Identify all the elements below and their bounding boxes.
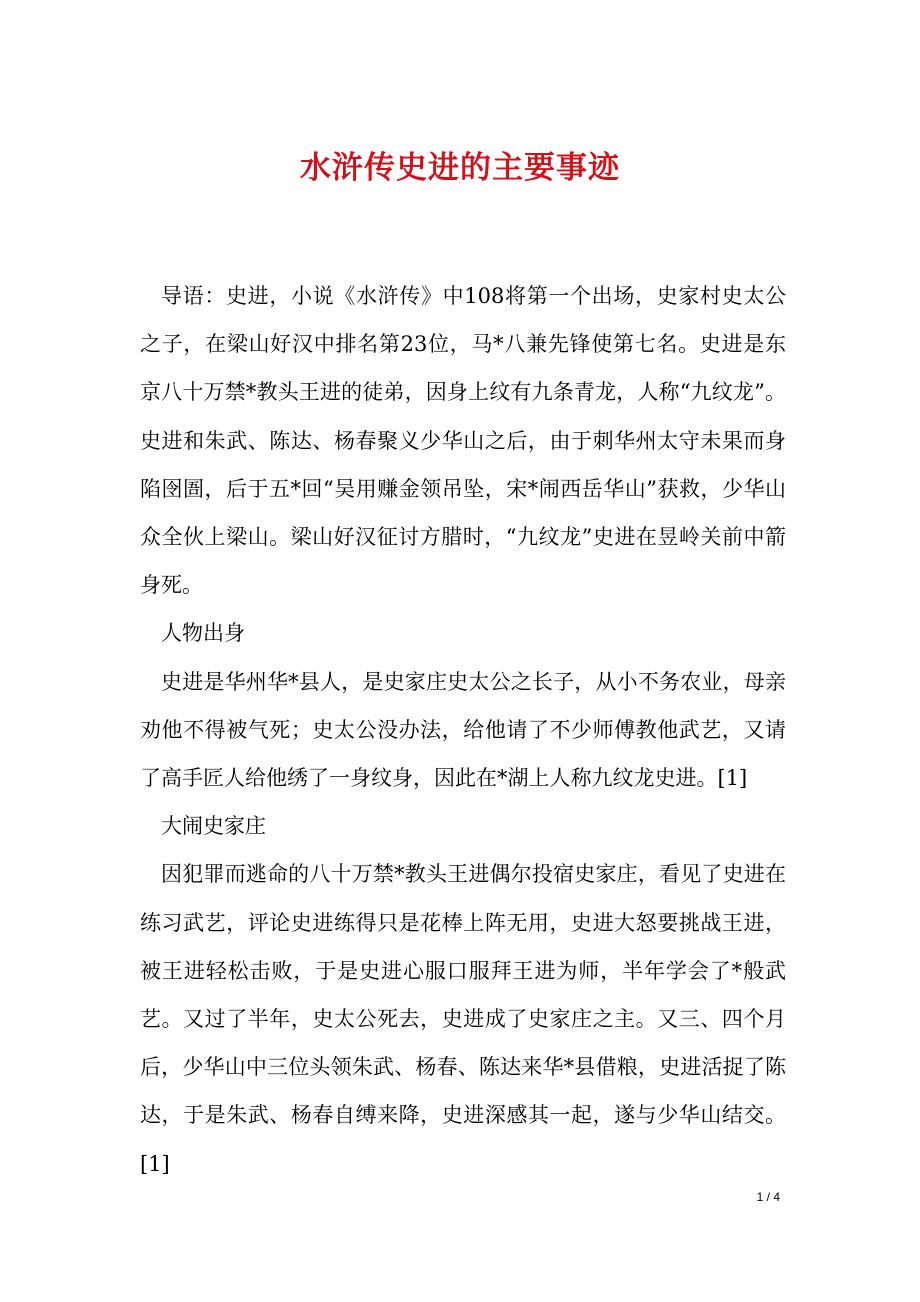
- section-heading-origin: 人物出身: [161, 621, 245, 646]
- article-body: [140, 272, 786, 1188]
- intro-paragraph: 导语：史进，小说《水浒传》中108将第一个出场，史家村史太公之子，在梁山好汉中排名第23位，马*八兼先锋使第七名。史进是东京八十万禁*教头王进的徒弟，因身上纹有九条青龙，人称“九纹龙”。史进和朱武、陈达、杨春聚义少华山之后，由于刺华州太守未果而身陷囹圄，后于五*回“吴用赚金领吊坠，宋*闹西岳华山”获救，少华山众全伙上梁山。梁山好汉征讨方腊时，“九纹龙”史进在昱岭关前中箭身死。: [140, 284, 786, 598]
- section-heading-shijiazhuang: 大闹史家庄: [161, 814, 266, 839]
- page-title: 水浒传史进的主要事迹: [300, 150, 620, 186]
- shijiazhuang-paragraph: 因犯罪而逃命的八十万禁*教头王进偶尔投宿史家庄，看见了史进在练习武艺，评论史进练得只是花棒上阵无用，史进大怒要挑战王进，被王进轻松击败，于是史进心服口服拜王进为师，半年学会了*般武艺。又过了半年，史太公死去，史进成了史家庄之主。又三、四个月后，少华山中三位头领朱武、杨春、陈达来华*县借粮，史进活捉了陈达，于是朱武、杨春自缚来降，史进深感其一起，遂与少华山结交。[1]: [140, 862, 786, 1176]
- origin-paragraph: 史进是华州华*县人，是史家庄史太公之长子，从小不务农业，母亲劝他不得被气死；史太公没办法，给他请了不少师傅教他武艺，又请了高手匠人给他绣了一身纹身，因此在*湖上人称九纹龙史进。[1]: [140, 669, 786, 791]
- page-number: 1 / 4: [756, 1190, 780, 1204]
